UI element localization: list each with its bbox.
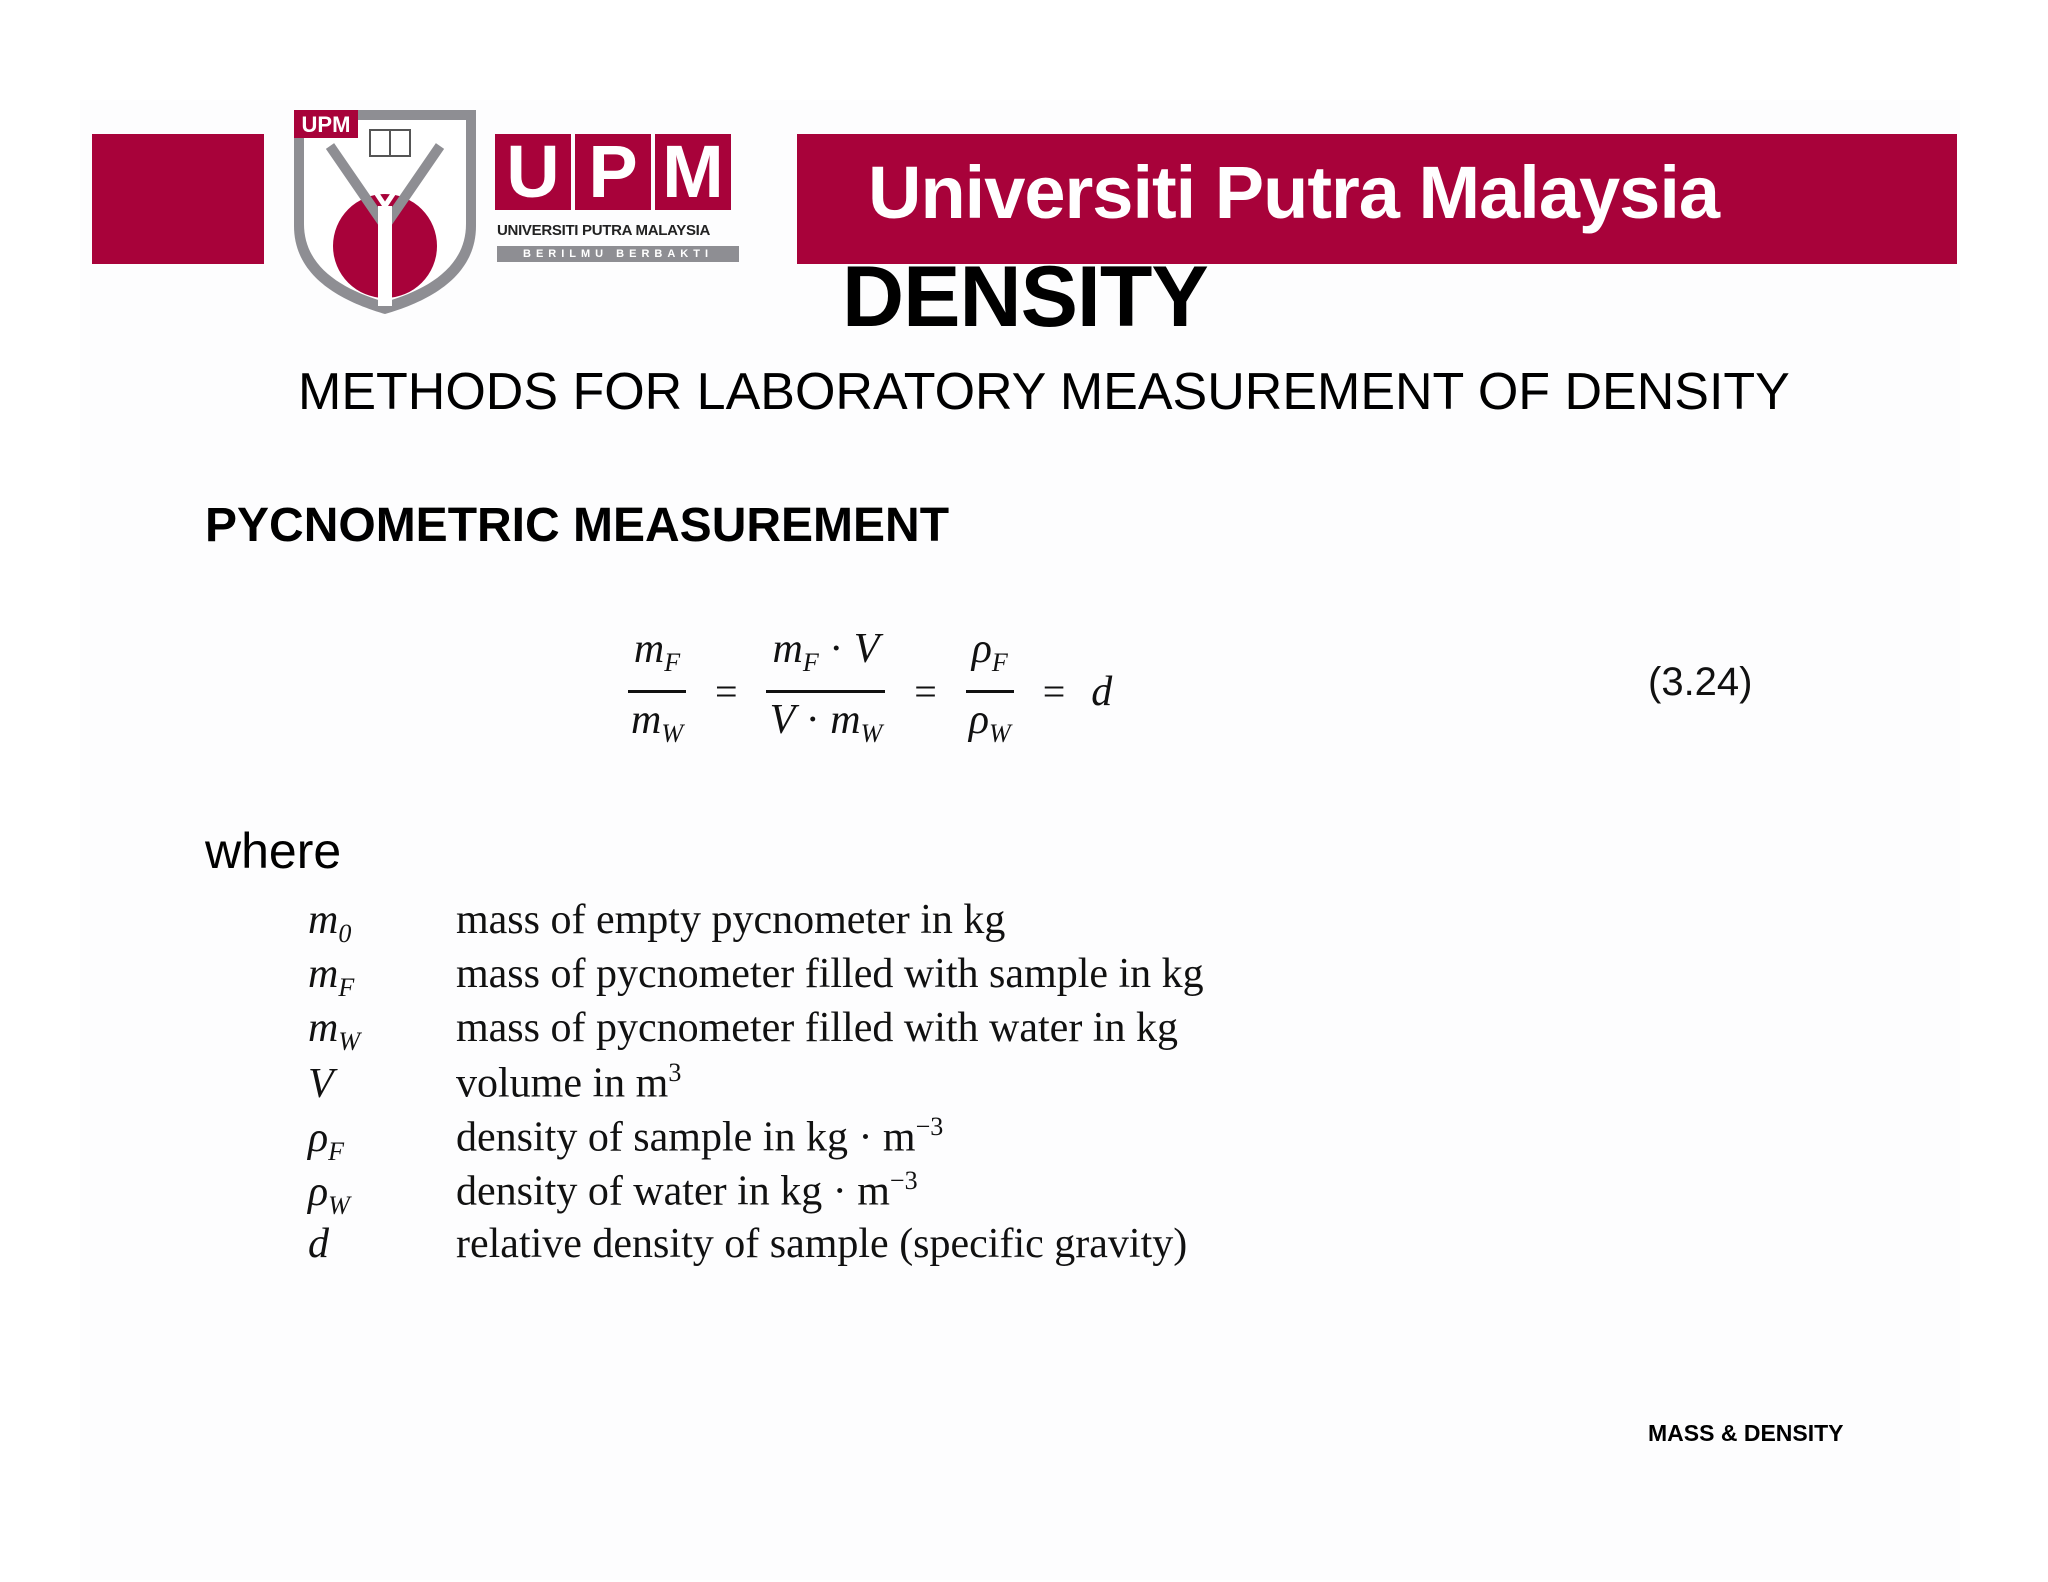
page-title: DENSITY	[842, 249, 1208, 345]
logo-subtitle: UNIVERSITI PUTRA MALAYSIA	[497, 222, 711, 239]
definition-symbol: ρ	[308, 1168, 329, 1215]
definition-row: $\rho_W$ density of water in kg · $m^{-3}$	[308, 1166, 918, 1220]
definition-symbol: V	[308, 1060, 334, 1107]
header-bar-left	[92, 134, 264, 264]
definition-row: $m_F$ mass of pycnometer filled with sample in kg	[308, 951, 1204, 1003]
definition-row	[308, 1220, 1204, 1274]
equals-sign: =	[715, 669, 738, 715]
where-label: where	[205, 823, 342, 879]
definition-symbol: m	[308, 1005, 339, 1051]
logo-letter-m: M	[655, 134, 731, 210]
definition-text: density of water in kg · m	[456, 1168, 890, 1215]
equation-result: d	[1091, 668, 1113, 715]
definition-text: relative density of sample (specific gravity)	[456, 1221, 1188, 1267]
equation-number: (3.24)	[1648, 660, 1753, 704]
definition-row: $\rho_F$ density of sample in kg · $m^{-3}$	[308, 1112, 944, 1166]
fraction-volume-ratio: $\frac{m_F \cdot V}{V \cdot m_W}$	[764, 622, 889, 761]
definition-text: density of sample in kg · m	[456, 1114, 916, 1161]
equals-sign: =	[1042, 669, 1066, 715]
definition-symbol: d	[308, 1221, 329, 1267]
definition-symbol: m	[308, 951, 339, 997]
equals-sign: =	[914, 669, 937, 715]
logo-letter-u: U	[495, 134, 571, 210]
definition-text: volume in m	[456, 1060, 669, 1107]
section-heading: PYCNOMETRIC MEASUREMENT	[205, 499, 950, 552]
page-subtitle: METHODS FOR LABORATORY MEASUREMENT OF DENSITY	[298, 363, 1790, 421]
definition-text: mass of empty pycnometer in kg	[456, 897, 1006, 943]
definition-row: $m_W$ mass of pycnometer filled with water in kg	[308, 1005, 1178, 1057]
definition-row: $m_0$ mass of empty pycnometer in kg	[308, 897, 1006, 949]
logo-shield-text: UPM	[301, 112, 351, 137]
footer-label: MASS & DENSITY	[1648, 1420, 1844, 1446]
fraction-density-ratio: $\frac{\rho_F}{\rho_W}$	[963, 622, 1017, 761]
university-name: Universiti Putra Malaysia	[868, 151, 1720, 234]
definition-symbol: ρ	[308, 1114, 329, 1161]
upm-wordmark	[495, 130, 745, 266]
definition-row: V volume in $m^3$	[308, 1058, 682, 1107]
definition-text: mass of pycnometer filled with water in kg	[456, 1005, 1178, 1051]
equation	[625, 622, 1112, 761]
fraction-mass-ratio: $\frac{m_F}{m_W}$	[625, 622, 689, 761]
definition-text: mass of pycnometer filled with sample in kg	[456, 951, 1204, 997]
upm-shield-logo	[290, 106, 480, 316]
logo-letter-p: P	[575, 134, 651, 210]
definitions-list	[308, 896, 1204, 1274]
logo-motto: BERILMU BERBAKTI	[497, 246, 739, 262]
definition-symbol: m	[308, 897, 339, 943]
